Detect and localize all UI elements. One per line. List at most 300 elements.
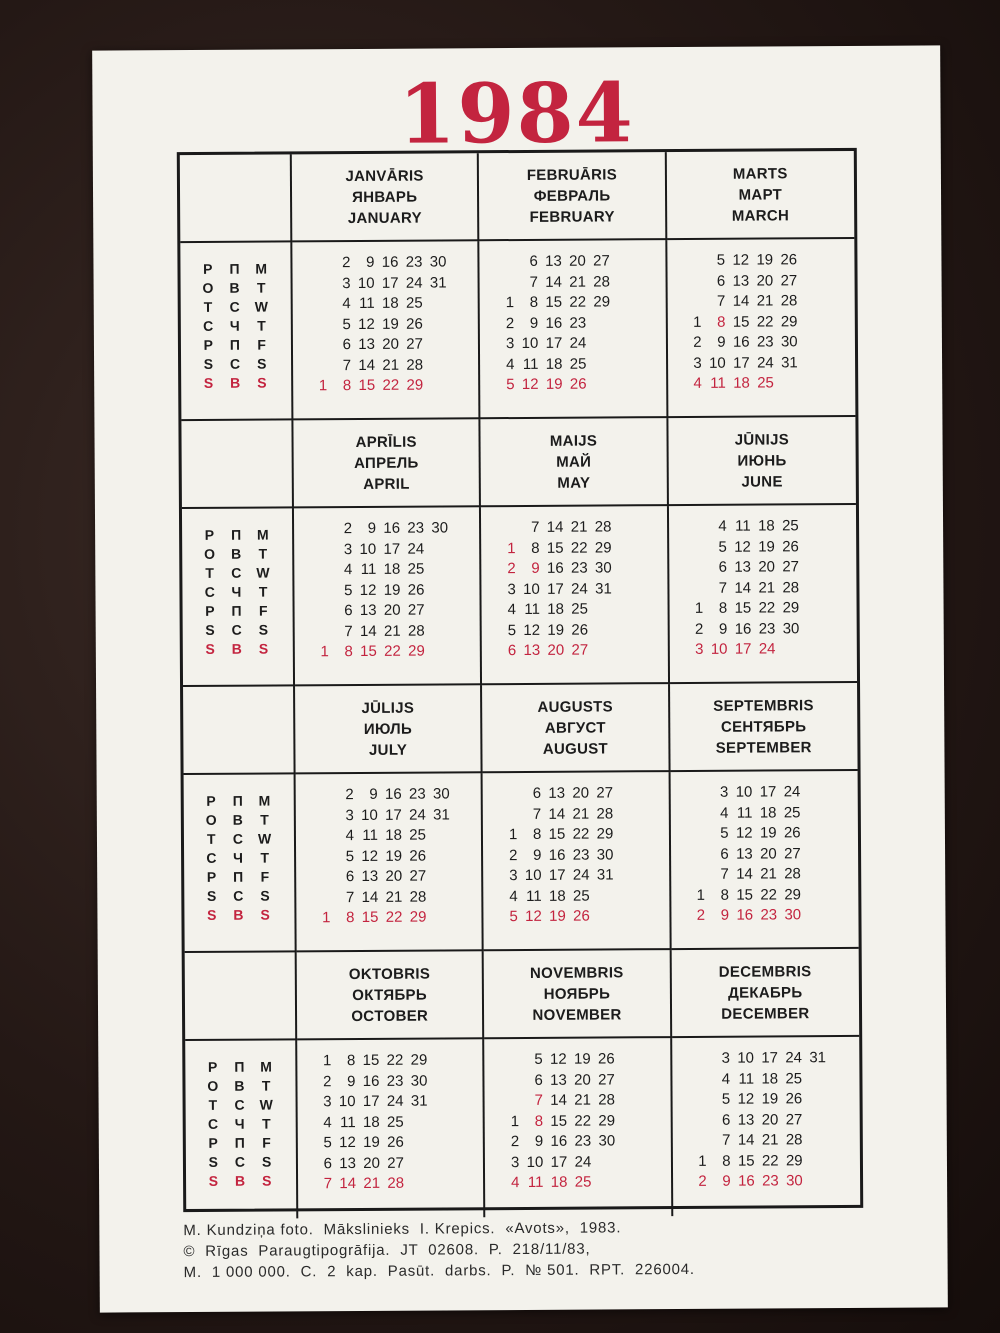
weekday-letter: P [207,1058,218,1075]
day-number: 22 [761,1151,779,1170]
day-number: 2 [342,254,351,272]
month-name-lv: MAIJS [549,432,598,450]
day-number: 14 [546,518,564,536]
day-number: 9 [534,1132,544,1150]
day-number: 4 [507,601,516,619]
day-number: 13 [732,272,750,290]
year-title: 1984 [398,65,635,163]
day-number: 8 [718,599,728,617]
weekday-letter: M [258,792,271,809]
month-days-cell [483,772,671,951]
day-number: 20 [761,1110,779,1129]
day-number: 10 [737,1049,755,1067]
day-number: 29 [593,293,611,311]
day-number: 16 [736,906,754,924]
day-number: 20 [756,271,774,290]
day-number: 11 [524,600,540,618]
weekday-letter: B [229,279,240,296]
day-number: 30 [431,519,449,537]
day-number: 13 [734,558,752,576]
day-number: 26 [782,537,799,555]
weekday-letter: W [257,830,272,847]
day-number: 12 [525,907,542,925]
day-number: 23 [574,1132,592,1150]
day-number: 9 [718,620,728,638]
day-number: 19 [382,315,399,333]
day-number: 6 [720,845,729,863]
day-number: 17 [381,274,399,292]
day-number: 3 [342,274,351,292]
day-number: 4 [511,1174,520,1192]
weekday-letter: B [230,374,241,391]
day-number: 4 [343,561,353,579]
day-number: 2 [343,520,353,538]
weekday-letter: S [203,355,214,372]
day-number: 15 [736,886,754,904]
day-number: 25 [757,374,774,392]
day-number: 24 [405,274,423,292]
day-number: 29 [408,642,425,660]
day-number: 24 [758,640,776,658]
month-name-ru: ЯНВАРЬ [352,188,418,206]
day-number: 27 [593,252,610,270]
day-number: 5 [342,315,351,333]
day-number: 17 [734,640,752,658]
weekday-letter: П [233,868,244,885]
month-days-cell [292,241,480,420]
day-number: 3 [505,335,515,353]
day-number: 4 [720,804,729,822]
weekday-letter: S [208,1153,218,1170]
day-number: 7 [718,579,728,597]
day-number: 5 [718,538,727,556]
month-name-ru: АПРЕЛЬ [354,454,419,472]
month-name-ru: ИЮНЬ [737,451,787,470]
day-number: 27 [782,558,800,576]
day-number: 16 [548,846,566,864]
weekday-letter: П [229,336,241,353]
day-number: 2 [345,786,354,804]
day-number: 25 [571,600,588,618]
month-name-en: NOVEMBER [532,1005,622,1024]
day-number: 17 [759,783,777,801]
day-number: 16 [545,314,563,332]
month-days-cell [485,1038,673,1217]
day-number: 15 [545,293,563,311]
day-number: 19 [758,537,775,556]
day-number: 20 [569,252,586,270]
day-number: 12 [737,1090,755,1108]
day-number: 4 [693,374,702,392]
imprint-line: M. Kundziņa foto. Mākslinieks I. Krepics. «Avots», 1983. [183,1219,622,1240]
day-number: 28 [409,888,427,906]
day-number: 6 [721,1111,731,1129]
month-name-en: MARCH [731,206,790,225]
weekday-letter: T [261,1077,271,1094]
day-number: 19 [761,1090,779,1108]
month-days-cell [669,505,857,684]
day-number: 10 [708,354,726,372]
day-number: 20 [574,1071,591,1089]
day-number: 11 [735,517,751,535]
day-number: 12 [735,824,753,842]
day-number: 26 [785,1090,803,1108]
day-number: 11 [738,1070,755,1088]
day-number: 21 [383,622,401,640]
day-number: 13 [545,252,562,270]
day-number: 1 [694,599,704,617]
day-number: 2 [510,1133,520,1151]
day-number: 22 [760,885,778,904]
day-number: 15 [732,313,750,331]
day-number: 6 [323,1154,333,1172]
weekday-letter: O [207,1077,219,1094]
day-number: 1 [508,826,518,844]
day-number: 12 [339,1134,356,1152]
weekday-letter: P [203,336,214,353]
day-number: 12 [549,1050,567,1068]
day-number: 7 [344,622,353,640]
month-name-ru: МАЙ [556,453,592,471]
day-number: 3 [343,540,353,558]
day-number: 18 [545,355,563,373]
day-number: 16 [381,253,399,271]
day-number: 21 [756,292,774,310]
day-number: 25 [781,517,799,535]
day-number: 30 [432,785,450,803]
day-number: 2 [323,1072,332,1090]
day-number: 27 [785,1110,803,1128]
day-number: 3 [695,640,704,658]
day-number: 28 [784,865,801,883]
day-number: 23 [760,906,778,924]
days-grid [297,1039,483,1196]
weekday-letter: W [254,298,269,315]
day-number: 23 [407,519,425,537]
day-number: 5 [345,847,355,865]
day-number: 13 [361,867,379,885]
day-number: 16 [546,559,564,577]
weekday-letter: B [234,1172,246,1189]
month-name-lv: AUGUSTS [537,697,613,716]
day-number: 8 [534,1112,544,1130]
day-number: 5 [534,1050,543,1068]
day-number: 18 [548,887,566,905]
month-days-cell [670,771,858,950]
month-name-ru: НОЯБРЬ [543,984,611,1003]
weekday-letter: O [202,279,214,296]
days-grid [292,241,478,398]
day-number: 16 [383,519,401,537]
day-number: 11 [359,294,375,312]
day-number: 18 [733,374,750,392]
month-name-en: MAY [557,474,591,492]
month-header [295,685,483,774]
weekday-column [182,508,295,687]
day-number: 29 [594,538,612,557]
day-number: 4 [721,1070,731,1088]
days-grid [483,772,669,929]
day-number: 21 [758,578,776,597]
day-number: 11 [360,560,377,578]
day-number: 28 [596,804,614,823]
day-number: 10 [526,1153,544,1171]
day-number: 29 [784,885,802,903]
day-number: 26 [409,847,427,865]
day-number: 26 [573,907,590,925]
month-header [671,949,859,1038]
day-number: 20 [385,867,403,885]
day-number: 2 [694,620,704,638]
weekday-letter: M [256,526,269,543]
weekday-letter: O [204,545,216,562]
day-number: 1 [698,1152,707,1170]
weekday-letter: S [257,374,267,391]
day-number: 2 [507,560,516,578]
day-number: 19 [549,907,566,925]
day-number: 25 [386,1113,404,1131]
day-number: 19 [547,621,565,639]
day-number: 7 [323,1175,333,1193]
month-name-en: OCTOBER [351,1007,429,1025]
weekday-letter: S [205,640,215,657]
weekday-letter: T [260,849,270,866]
day-number: 21 [569,273,586,291]
month-days-cell [481,506,669,685]
day-number: 12 [359,581,377,599]
day-number: 19 [756,251,774,269]
day-number: 11 [736,804,753,822]
day-number: 12 [361,847,379,865]
day-number: 19 [573,1050,591,1068]
day-number: 9 [366,253,375,271]
day-number: 25 [574,1173,592,1191]
weekday-letter: S [261,1153,272,1170]
day-number: 25 [405,294,423,312]
weekday-letter: M [260,1058,272,1075]
day-number: 10 [523,580,540,598]
day-number: 9 [369,785,378,803]
day-number: 29 [596,825,614,843]
day-number: 21 [574,1091,591,1109]
day-number: 21 [385,888,403,906]
day-number: 9 [367,519,377,537]
weekday-letter: O [205,811,217,828]
weekday-letter: C [204,583,215,600]
day-number: 29 [598,1111,616,1130]
day-number: 28 [594,518,612,536]
day-number: 21 [572,805,590,823]
day-number: 9 [533,846,542,864]
day-number: 7 [722,1131,731,1149]
day-number: 24 [409,806,426,824]
day-number: 28 [785,1131,803,1149]
day-number: 6 [344,602,353,620]
weekday-column [180,242,293,421]
day-number: 22 [572,825,590,843]
weekday-letter: T [258,583,268,600]
day-number: 27 [780,271,798,289]
day-number: 13 [358,335,376,353]
day-number: 17 [550,1153,568,1171]
day-number: 22 [382,376,400,394]
day-number: 21 [363,1174,381,1192]
month-name-en: JULY [368,741,408,759]
day-number: 19 [545,375,563,393]
weekday-letter: F [257,336,266,353]
month-name-lv: FEBRUĀRIS [526,165,618,184]
month-name-ru: МАРТ [738,185,783,204]
day-number: 12 [521,375,539,393]
month-header [297,951,485,1040]
day-number: 7 [529,273,538,291]
day-number: 27 [409,867,427,885]
day-number: 9 [531,559,540,577]
day-number: 6 [342,336,352,354]
day-number: 18 [547,600,564,618]
day-number: 10 [521,334,539,352]
day-number: 16 [737,1172,755,1190]
day-number: 8 [346,909,355,927]
day-number: 22 [569,293,587,311]
month-header [484,950,672,1039]
day-number: 21 [570,518,588,536]
day-number: 24 [783,783,801,801]
day-number: 22 [574,1112,592,1130]
day-number: 29 [782,599,800,617]
day-number: 6 [718,558,728,576]
day-number: 7 [532,805,542,823]
day-number: 9 [529,314,539,332]
day-number: 14 [732,292,750,310]
weekday-letter: F [258,602,268,619]
month-name-en: FEBRUARY [529,207,615,226]
month-header [670,683,858,772]
weekday-letter: P [206,792,216,809]
day-number: 16 [384,785,402,803]
weekday-letter: P [205,602,215,619]
day-number: 24 [407,540,425,558]
day-number: 17 [761,1049,779,1067]
day-number: 23 [408,785,426,803]
month-days-cell [480,240,668,419]
day-number: 15 [360,642,377,660]
days-grid [672,1037,860,1194]
blank-header-cell [183,686,296,775]
weekday-letter: B [231,640,242,657]
day-number: 25 [572,887,590,905]
day-number: 18 [761,1069,779,1088]
day-number: 25 [783,803,801,821]
month-name-lv: JŪNIJS [734,430,790,449]
day-number: 4 [506,355,515,373]
month-name-lv: JŪLIJS [361,699,415,717]
month-name-lv: NOVEMBRIS [529,963,624,982]
month-name-lv: APRĪLIS [355,433,417,451]
day-number: 3 [323,1093,332,1111]
weekday-letter: P [204,526,215,543]
day-number: 28 [598,1091,615,1109]
day-number: 2 [693,333,702,351]
day-number: 3 [721,1049,731,1067]
day-number: 31 [410,1092,428,1110]
day-number: 20 [363,1154,381,1172]
day-number: 3 [693,354,702,372]
day-number: 1 [320,643,329,661]
day-number: 31 [596,866,614,884]
day-number: 29 [785,1151,803,1169]
day-number: 10 [357,274,375,292]
day-number: 27 [783,844,801,862]
weekday-letter: W [259,1096,273,1113]
day-number: 6 [507,642,517,660]
day-number: 30 [785,1172,803,1190]
day-number: 27 [571,641,589,659]
day-number: 10 [524,866,542,884]
day-number: 7 [345,888,355,906]
day-number: 18 [550,1173,568,1191]
day-number: 8 [532,825,542,843]
day-number: 8 [720,886,730,904]
day-number: 13 [548,784,566,802]
day-number: 5 [720,824,729,842]
day-number: 22 [385,908,403,926]
day-number: 24 [569,334,587,352]
weekday-letter: П [232,792,243,809]
day-number: 12 [358,315,375,333]
day-number: 12 [523,621,541,639]
weekday-letter: C [233,887,244,904]
day-number: 27 [596,784,614,802]
day-number: 16 [550,1132,568,1150]
weekday-letter: T [206,830,216,847]
day-number: 28 [387,1174,405,1192]
day-number: 13 [737,1111,755,1129]
day-number: 16 [362,1072,380,1090]
weekday-letter: C [206,849,217,866]
month-name-en: JUNE [741,472,783,491]
days-grid [296,773,482,930]
day-number: 8 [529,293,539,311]
blank-header-cell [185,952,298,1041]
day-number: 11 [362,826,379,844]
calendar-grid [177,148,863,1212]
weekday-letter: T [262,1115,271,1132]
day-number: 22 [570,539,588,557]
weekday-letter: Ч [234,1115,245,1132]
month-name-ru: ФЕВРАЛЬ [533,186,611,205]
weekday-letter: S [257,355,267,372]
day-number: 20 [758,558,776,576]
day-number: 2 [698,1172,707,1190]
calendar-card [92,45,948,1312]
day-number: 28 [406,356,424,374]
day-number: 4 [718,517,727,535]
day-number: 5 [506,376,515,394]
day-number: 29 [406,376,424,394]
day-number: 13 [735,845,753,863]
day-number: 10 [735,783,753,801]
weekday-letter: C [232,830,244,847]
day-number: 30 [429,253,447,271]
day-number: 4 [323,1113,332,1131]
day-number: 30 [594,559,612,577]
day-number: 13 [523,641,541,659]
weekday-letter: C [231,621,242,638]
day-number: 23 [572,846,590,864]
imprint-footer [183,1216,873,1283]
day-number: 10 [361,806,378,824]
